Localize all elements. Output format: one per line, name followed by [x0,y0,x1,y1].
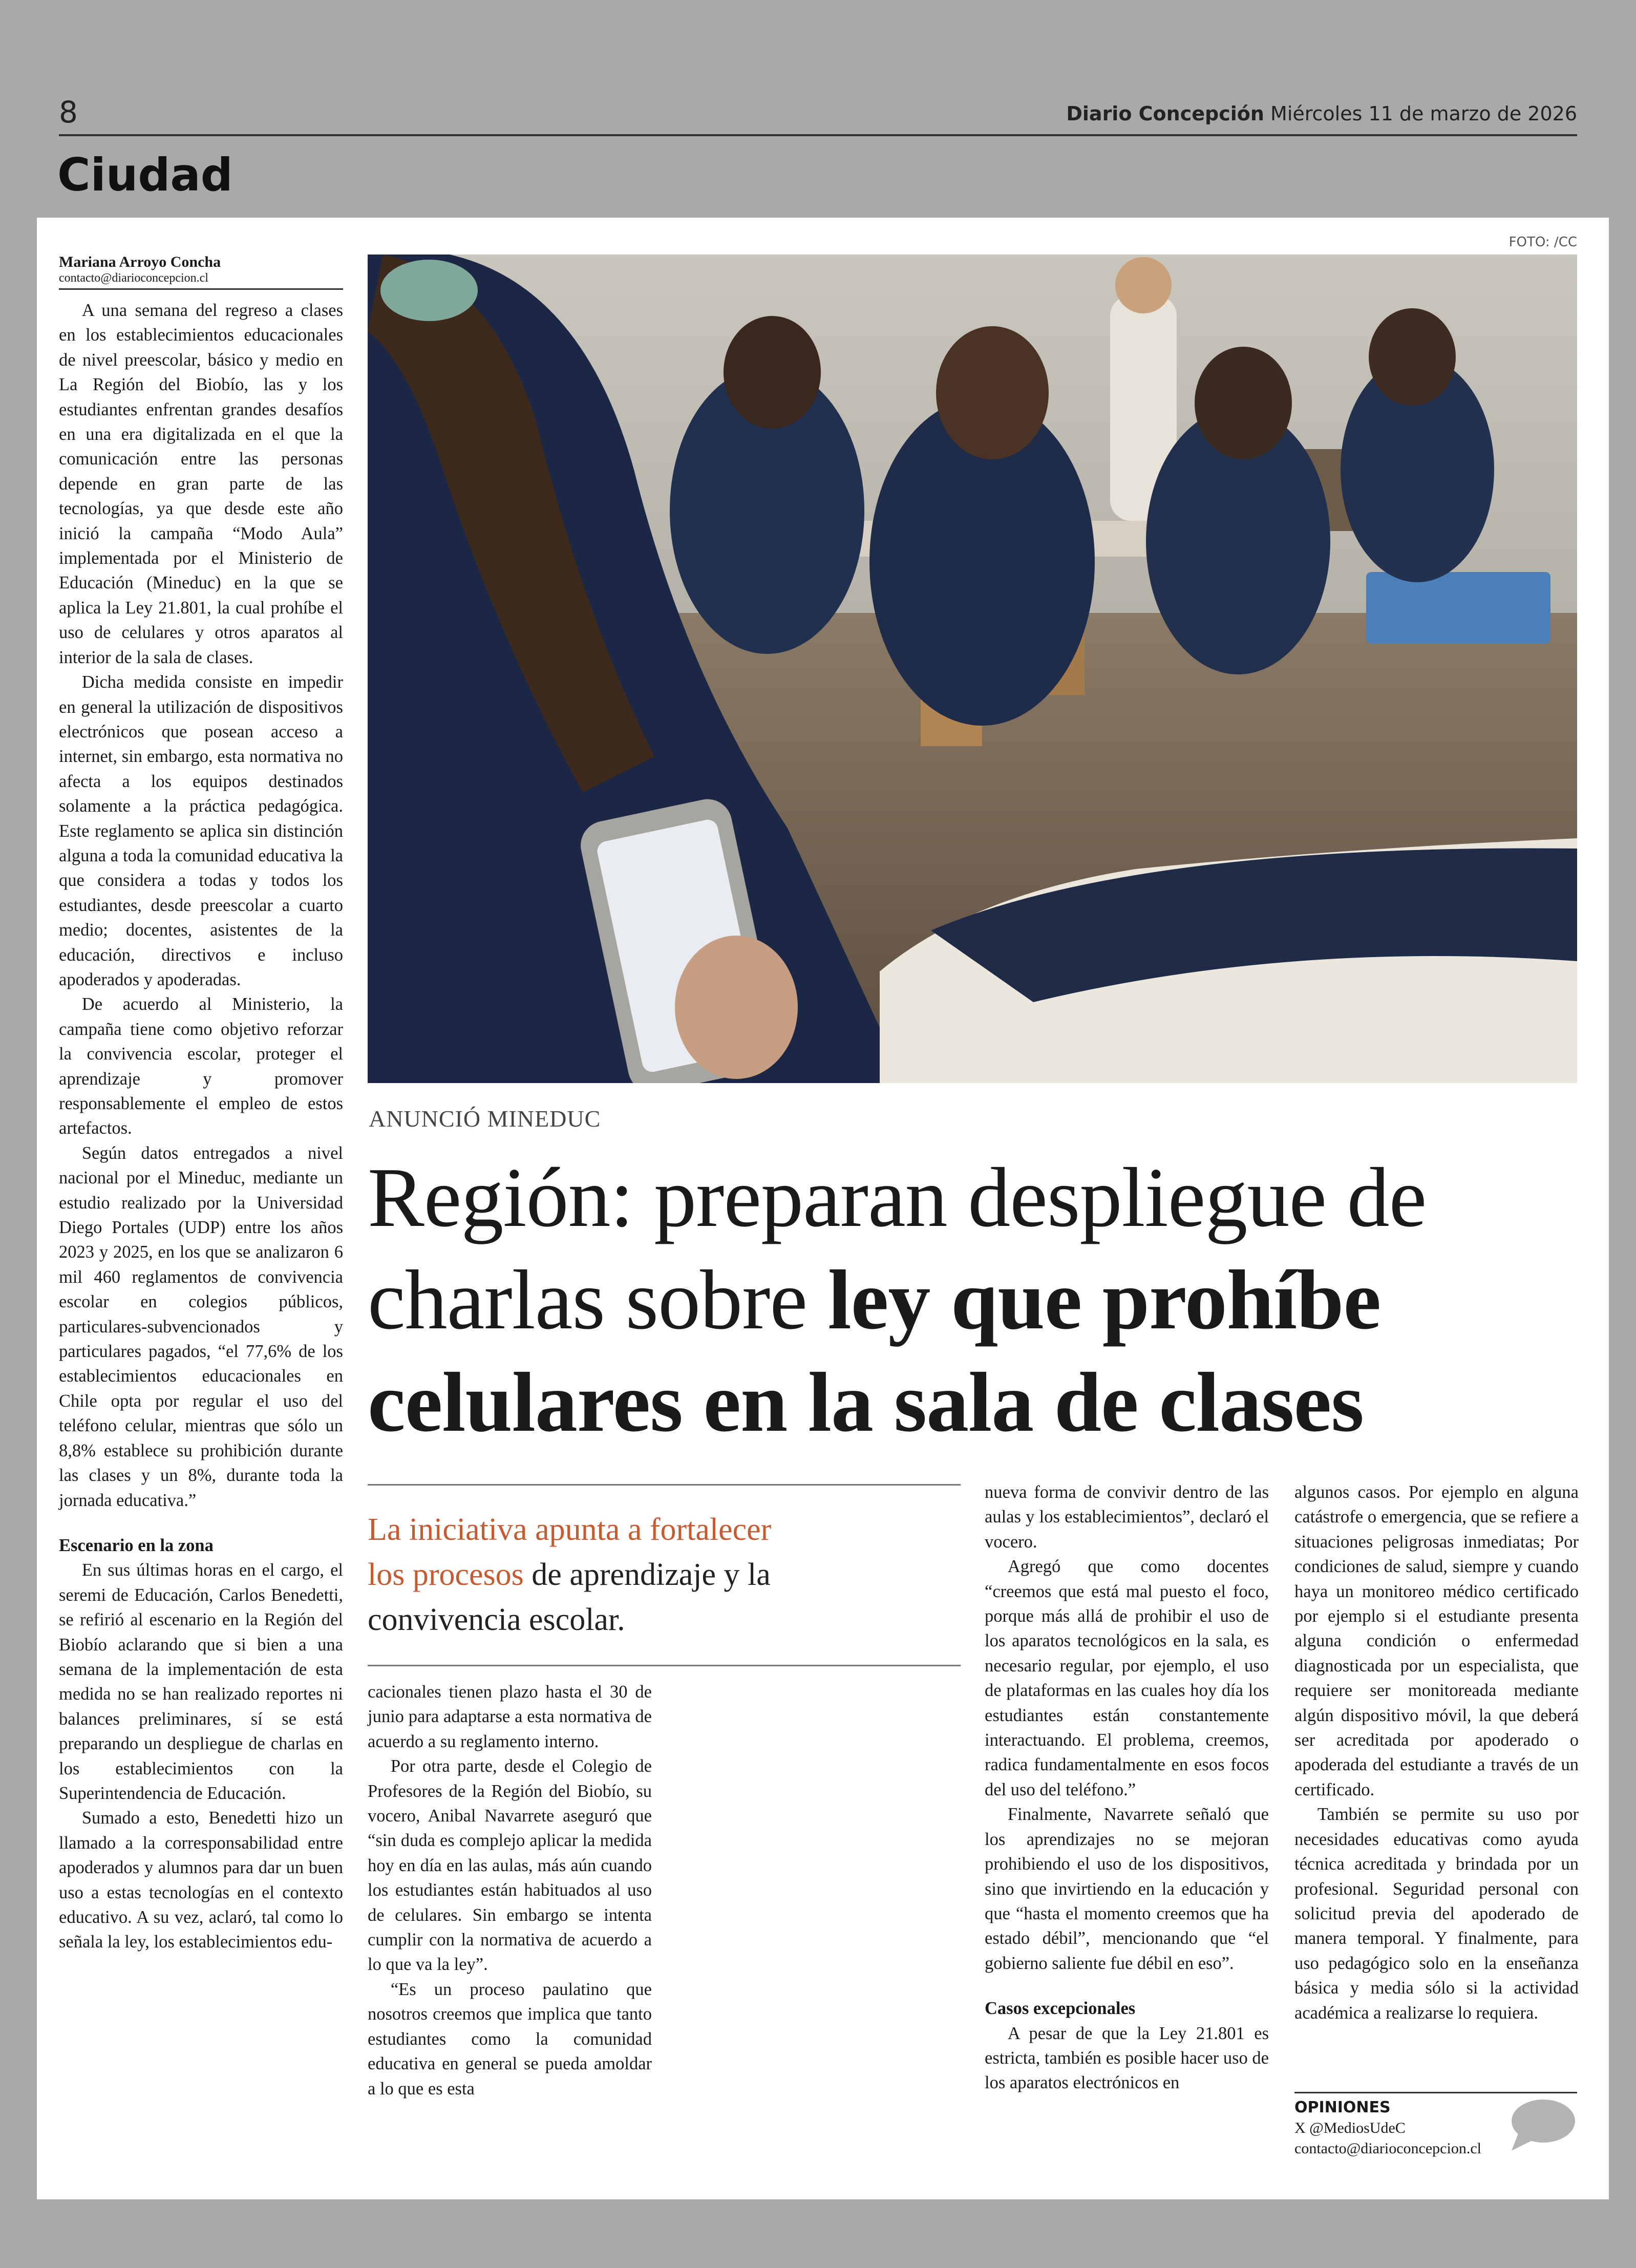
headline-line-1: Región: preparan despliegue de [368,1150,1427,1244]
deck-rest-1: de aprendizaje y la [523,1557,771,1592]
paragraph: Sumado a esto, Benedetti hizo un llamado a la corresponsabilidad entre apoderados y alumnos para dar un buen uso a estas tecnologías en el contexto educativo. A su vez, aclaró, tal como lo señala la ley, los establecimientos edu- [59,1808,343,1952]
paragraph: Finalmente, Navarrete señaló que los aprendizajes no se mejoran prohibiendo el uso de los dispositivos, sino que invirtiendo en la educación y que “hasta el momento creemos que ha estado débil”, mencionando que “el gobierno saliente fue débil en eso”. [985,1805,1269,1973]
article-kicker: ANUNCIÓ MINEDUC [369,1106,601,1132]
paragraph: A una semana del regreso a clases en los establecimientos educacionales de nivel preescolar, básico y medio en La Región del Biobío, las y los estudiantes enfrentan grandes desafíos en una era digitalizada en el que la comunicación entre las personas depende en gran parte de las tecnologías, ya que desde este año inició la campaña “Modo Aula” implementada por el Ministerio de Educación (Mineduc) en la que se aplica la Ley 21.801, la cual prohíbe el uso de celulares y otros aparatos al interior de la sala de clases. [59,301,343,667]
author-email: contacto@diarioconcepcion.cl [59,271,208,285]
headline-line-2 [368,1248,1586,1351]
photo-credit: FOTO: /CC [1508,235,1577,250]
author-name: Mariana Arroyo Concha [59,253,221,270]
deck-rest-2: convivencia escolar. [368,1602,625,1637]
speech-bubble-icon [1507,2096,1576,2153]
header-rule [59,134,1577,136]
opinion-x-handle[interactable]: X @MediosUdeC [1294,2119,1406,2136]
deck-highlight-2: los procesos [368,1557,524,1592]
newspaper-name: Diario Concepción [1066,102,1264,125]
deck-box [368,1484,961,1666]
opinion-email[interactable]: contacto@diarioconcepcion.cl [1294,2140,1481,2157]
headline-line-2-regular: charlas sobre [368,1253,828,1347]
paragraph: De acuerdo al Ministerio, la campaña tiene como objetivo reforzar la convivencia escolar, proteger el aprendizaje y promover responsablemente el empleo de estos artefactos. [59,994,343,1138]
column-1 [59,298,343,1955]
paragraph: algunos casos. Por ejemplo en alguna catástrofe o emergencia, que se refiere a situaciones peligrosas inmediatas; Por condiciones de salud, siempre y cuando haya un monitoreo médico certificado por ejemplo si el estudiante presenta alguna condición o enfermedad diagnosticada por un especialista, que requiere ser monitoreada mediante algún dispositivo móvil, la que deberá ser acreditada por apoderado o apoderada del estudiante a través de un certificado. [1294,1482,1579,1799]
column-4 [1294,1480,1579,2025]
opinion-title: OPINIONES [1294,2099,1391,2116]
issue-date: Miércoles 11 de marzo de 2026 [1270,102,1577,125]
classroom-illustration [368,255,1577,1083]
paragraph: Dicha medida consiste en impedir en general la utilización de dispositivos electrónicos que posean acceso a internet, sin embargo, esta normativa no afecta a los equipos destinados solamente a la práctica pedagógica. Este reglamento se aplica sin distinción alguna a toda la comunidad educativa la que considera a todas y todos los estudiantes, desde preescolar a cuarto medio; docentes, asistentes de la educación, directivos e incluso apoderados y apoderadas. [59,672,343,989]
article-headline [368,1146,1586,1453]
subhead-escenario: Escenario en la zona [59,1535,214,1555]
article-deck [368,1507,771,1642]
paragraph: A pesar de que la Ley 21.801 es estricta, también es posible hacer uso de los aparatos electrónicos en [985,2023,1269,2093]
deck-highlight-1: La iniciativa apunta a fortalecer [368,1512,772,1547]
paragraph: Por otra parte, desde el Colegio de Profesores de la Región del Biobío, su vocero, Anibal Navarrete aseguró que “sin duda es complejo aplicar la medida hoy en día en las aulas, más aún cuando los estudiantes están habituados al uso de celulares. Sin embargo se intenta cumplir con la normativa de acuerdo a lo que va la ley”. [368,1756,652,1975]
paragraph: cacionales tienen plazo hasta el 30 de junio para adaptarse a esta normativa de acuerdo a su reglamento interno. [368,1682,652,1751]
paragraph: En sus últimas horas en el cargo, el seremi de Educación, Carlos Benedetti, se refirió al escenario en la Región del Biobío aclarando que si bien a una semana de la implementación de esta medida no se han realizado reportes ni balances preliminares, sí se está preparando un despliegue de charlas en los establecimientos con la Superintendencia de Educación. [59,1560,343,1803]
column-2 [368,1680,652,2101]
paragraph: “Es un proceso paulatino que nosotros creemos que implica que tanto estudiantes como la comunidad educativa en general se pueda amoldar a lo que es esta [368,1979,652,2099]
paragraph: También se permite su uso por necesidades educativas como ayuda técnica acreditada y brindada por un profesional. Seguridad personal con solicitud previa del apoderado de manera temporal. Y finalmente, para uso pedagógico solo en la enseñanza básica y media sólo si la actividad académica a realizarse lo requiera. [1294,1805,1579,2023]
section-title: Ciudad [57,149,233,201]
paragraph: nueva forma de convivir dentro de las aulas y los establecimientos”, declaró el vocero. [985,1482,1269,1552]
classroom-photo [368,255,1577,1083]
paragraph: Agregó que como docentes “creemos que está mal puesto el foco, porque más allá de prohibir el uso de los aparatos tecnológicos en la sala, es necesario regular, por ejemplo, el uso de plataformas en las cuales hoy día los estudiantes están constantemente interactuando. El problema, creemos, radica fundamentalmente en esos focos del uso del teléfono.” [985,1557,1269,1799]
subhead-casos: Casos excepcionales [985,1999,1136,2019]
headline-line-2-bold: ley que prohíbe [827,1253,1381,1347]
paragraph: Según datos entregados a nivel nacional por el Mineduc, mediante un estudio realizado por la Universidad Diego Portales (UDP) entre los años 2023 y 2025, en los que se analizaron 6 mil 460 reglamentos de convivencia escolar en colegios públicos, particulares-subvencionados y particulares pagados, “el 77,6% de los establecimientos educacionales en Chile opta por regular el uso del teléfono celular, mientras que sólo un 8,8% establece su prohibición durante las clases y un 8%, durante toda la jornada educativa.” [59,1143,343,1510]
column-3 [985,1480,1269,2095]
page-number: 8 [59,95,78,130]
byline [59,253,343,290]
masthead [1066,102,1577,125]
headline-line-3: celulares en la sala de clases [368,1355,1364,1449]
